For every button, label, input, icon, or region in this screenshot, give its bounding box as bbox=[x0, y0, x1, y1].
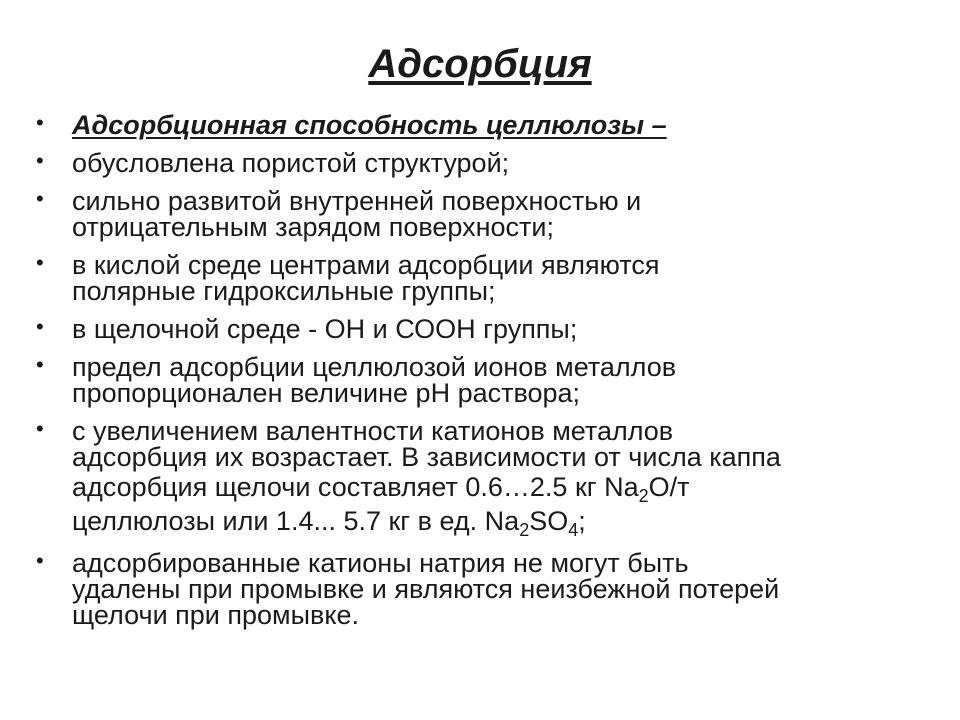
subscript: 4 bbox=[568, 520, 579, 540]
bullet-icon: • bbox=[36, 548, 44, 573]
list-item bbox=[36, 112, 936, 138]
bullet-icon: • bbox=[36, 416, 44, 441]
list-item-line: пропорционален величине рН раствора; bbox=[72, 378, 581, 408]
list-item-line: удалены при промывке и являются неизбежной потерей bbox=[72, 574, 780, 604]
subscript: 2 bbox=[638, 486, 649, 506]
bullet-icon: • bbox=[36, 148, 44, 173]
list-item-line: сильно развитой внутренней поверхностью и bbox=[72, 186, 642, 216]
line-text: SO bbox=[529, 506, 569, 536]
list-item-line: полярные гидроксильные группы; bbox=[72, 276, 496, 306]
slide-title: Адсорбция bbox=[368, 42, 592, 86]
list-item bbox=[36, 316, 936, 342]
bullet-icon: • bbox=[36, 352, 44, 377]
list-item bbox=[36, 188, 936, 240]
subscript: 2 bbox=[519, 520, 530, 540]
lead-text: Адсорбционная способность целлюлозы – bbox=[72, 110, 667, 140]
list-item-line: с увеличением валентности катионов металлов bbox=[72, 416, 674, 446]
list-item bbox=[36, 150, 936, 176]
list-item bbox=[36, 418, 936, 538]
list-item-line bbox=[72, 504, 936, 538]
list-item bbox=[36, 354, 936, 406]
bullet-list bbox=[36, 112, 936, 640]
list-item-line: адсорбция их возрастает. В зависимости от числа каппа bbox=[72, 442, 781, 472]
bullet-icon: • bbox=[36, 314, 44, 339]
list-item-line: в кислой среде центрами адсорбции являются bbox=[72, 250, 660, 280]
list-item-line: отрицательным зарядом поверхности; bbox=[72, 212, 555, 242]
list-item-line: щелочи при промывке. bbox=[72, 600, 359, 630]
bullet-icon: • bbox=[36, 186, 44, 211]
line-text: адсорбция щелочи составляет 0.6…2.5 кг Na bbox=[72, 472, 639, 502]
list-item bbox=[36, 252, 936, 304]
list-item-line bbox=[72, 470, 936, 504]
list-item-text: обусловлена пористой структурой; bbox=[72, 148, 510, 178]
list-item-line: предел адсорбции целлюлозой ионов металлов bbox=[72, 352, 677, 382]
line-text: ; bbox=[578, 506, 586, 536]
list-item bbox=[36, 550, 936, 628]
bullet-icon: • bbox=[36, 250, 44, 275]
line-text: целлюлозы или 1.4... 5.7 кг в ед. Na bbox=[72, 506, 520, 536]
list-item-line: адсорбированные катионы натрия не могут быть bbox=[72, 548, 689, 578]
line-text: О/т bbox=[648, 472, 690, 502]
bullet-icon: • bbox=[36, 110, 44, 135]
list-item-text: в щелочной среде - ОН и СООН группы; bbox=[72, 314, 578, 344]
